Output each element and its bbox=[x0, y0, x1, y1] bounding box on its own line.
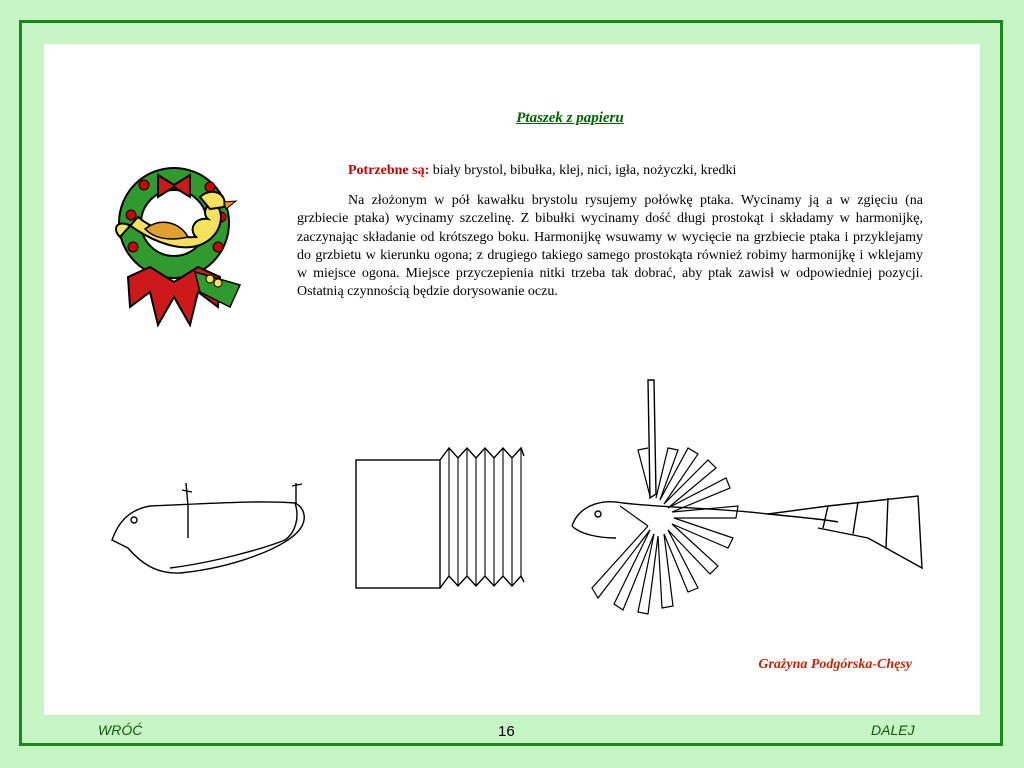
wreath-illustration bbox=[100, 157, 248, 329]
page-title: Ptaszek z papieru bbox=[516, 110, 624, 126]
back-link[interactable]: WRÓĆ bbox=[98, 722, 143, 738]
page-number: 16 bbox=[498, 723, 515, 740]
finished-bird-sketch bbox=[568, 378, 924, 624]
instructions-paragraph: Na złożonym w pół kawałku brystolu rysujemy połówkę ptaka. Wycinamy ją a w zgięciu (na grzbiecie ptaka) wycinamy szczelinę. Z bibułki wycinamy dość długi prostokąt i składamy w harmonijkę, zaczynając składanie od krótszego boku. Harmonijkę wsuwamy w wycięcie na grzbiecie ptaka i przyklejamy do grzbietu w kierunku ogona; z drugiego takiego samego prostokąta również robimy harmonijkę i wklejamy w miejsce ogona. Miejsce przyczepienia nitki trzeba tak dobrać, aby ptak zawisł w odpowiedniej pozycji. Ostatnią czynnością będzie dorysowanie oczu. bbox=[297, 193, 923, 300]
materials-line bbox=[348, 163, 736, 179]
materials-list: biały brystol, bibułka, klej, nici, igła, nożyczki, kredki bbox=[432, 163, 737, 178]
materials-label: Potrzebne są: bbox=[348, 163, 430, 178]
accordion-sketch bbox=[354, 446, 526, 592]
author-name: Grażyna Podgórska-Chęsy bbox=[758, 657, 912, 672]
bird-cutout-sketch bbox=[110, 478, 315, 578]
next-link[interactable]: DALEJ bbox=[871, 722, 915, 738]
